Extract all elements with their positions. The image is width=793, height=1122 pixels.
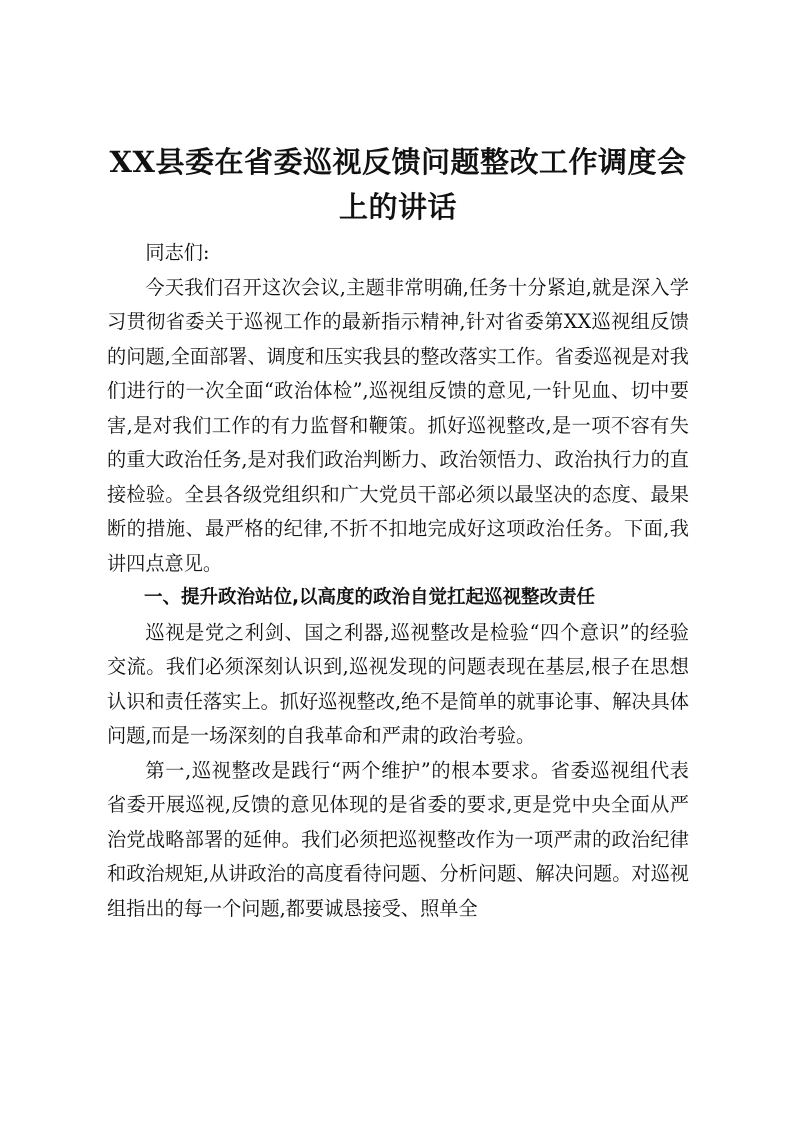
- document-body: [107, 236, 689, 926]
- intro-paragraph: 今天我们召开这次会议,主题非常明确,任务十分紧迫,就是深入学习贯彻省委关于巡视工作的最新指示精神,针对省委第XX巡视组反馈的问题,全面部署、调度和压实我县的整改落实工作。省委巡视是对我们进行的一次全面“政治体检”,巡视组反馈的意见,一针见血、切中要害,是对我们工作的有力监督和鞭策。抓好巡视整改,是一项不容有失的重大政治任务,是对我们政治判断力、政治领悟力、政治执行力的直接检验。全县各级党组织和广大党员干部必须以最坚决的态度、最果断的措施、最严格的纪律,不折不扣地完成好这项政治任务。下面,我讲四点意见。: [107, 275, 689, 575]
- section-paragraph-1: 巡视是党之利剑、国之利器,巡视整改是检验“四个意识”的经验交流。我们必须深刻认识到,巡视发现的问题表现在基层,根子在思想认识和责任落实上。抓好巡视整改,绝不是简单的就事论事、解决具体问题,而是一场深刻的自我革命和严肃的政治考验。: [107, 620, 689, 747]
- document-title: XX县委在省委巡视反馈问题整改工作调度会上的讲话: [109, 145, 687, 224]
- section-heading: 一、提升政治站位,以高度的政治自觉扛起巡视整改责任: [144, 587, 596, 608]
- section-paragraph-2: 第一,巡视整改是践行“两个维护”的根本要求。省委巡视组代表省委开展巡视,反馈的意见体现的是省委的要求,更是党中央全面从严治党战略部署的延伸。我们必须把巡视整改作为一项严肃的政治纪律和政治规矩,从讲政治的高度看待问题、分析问题、解决问题。对巡视组指出的每一个问题,都要诚恳接受、照单全: [107, 758, 689, 920]
- salutation: 同志们:: [145, 241, 210, 264]
- document-page: [107, 140, 689, 926]
